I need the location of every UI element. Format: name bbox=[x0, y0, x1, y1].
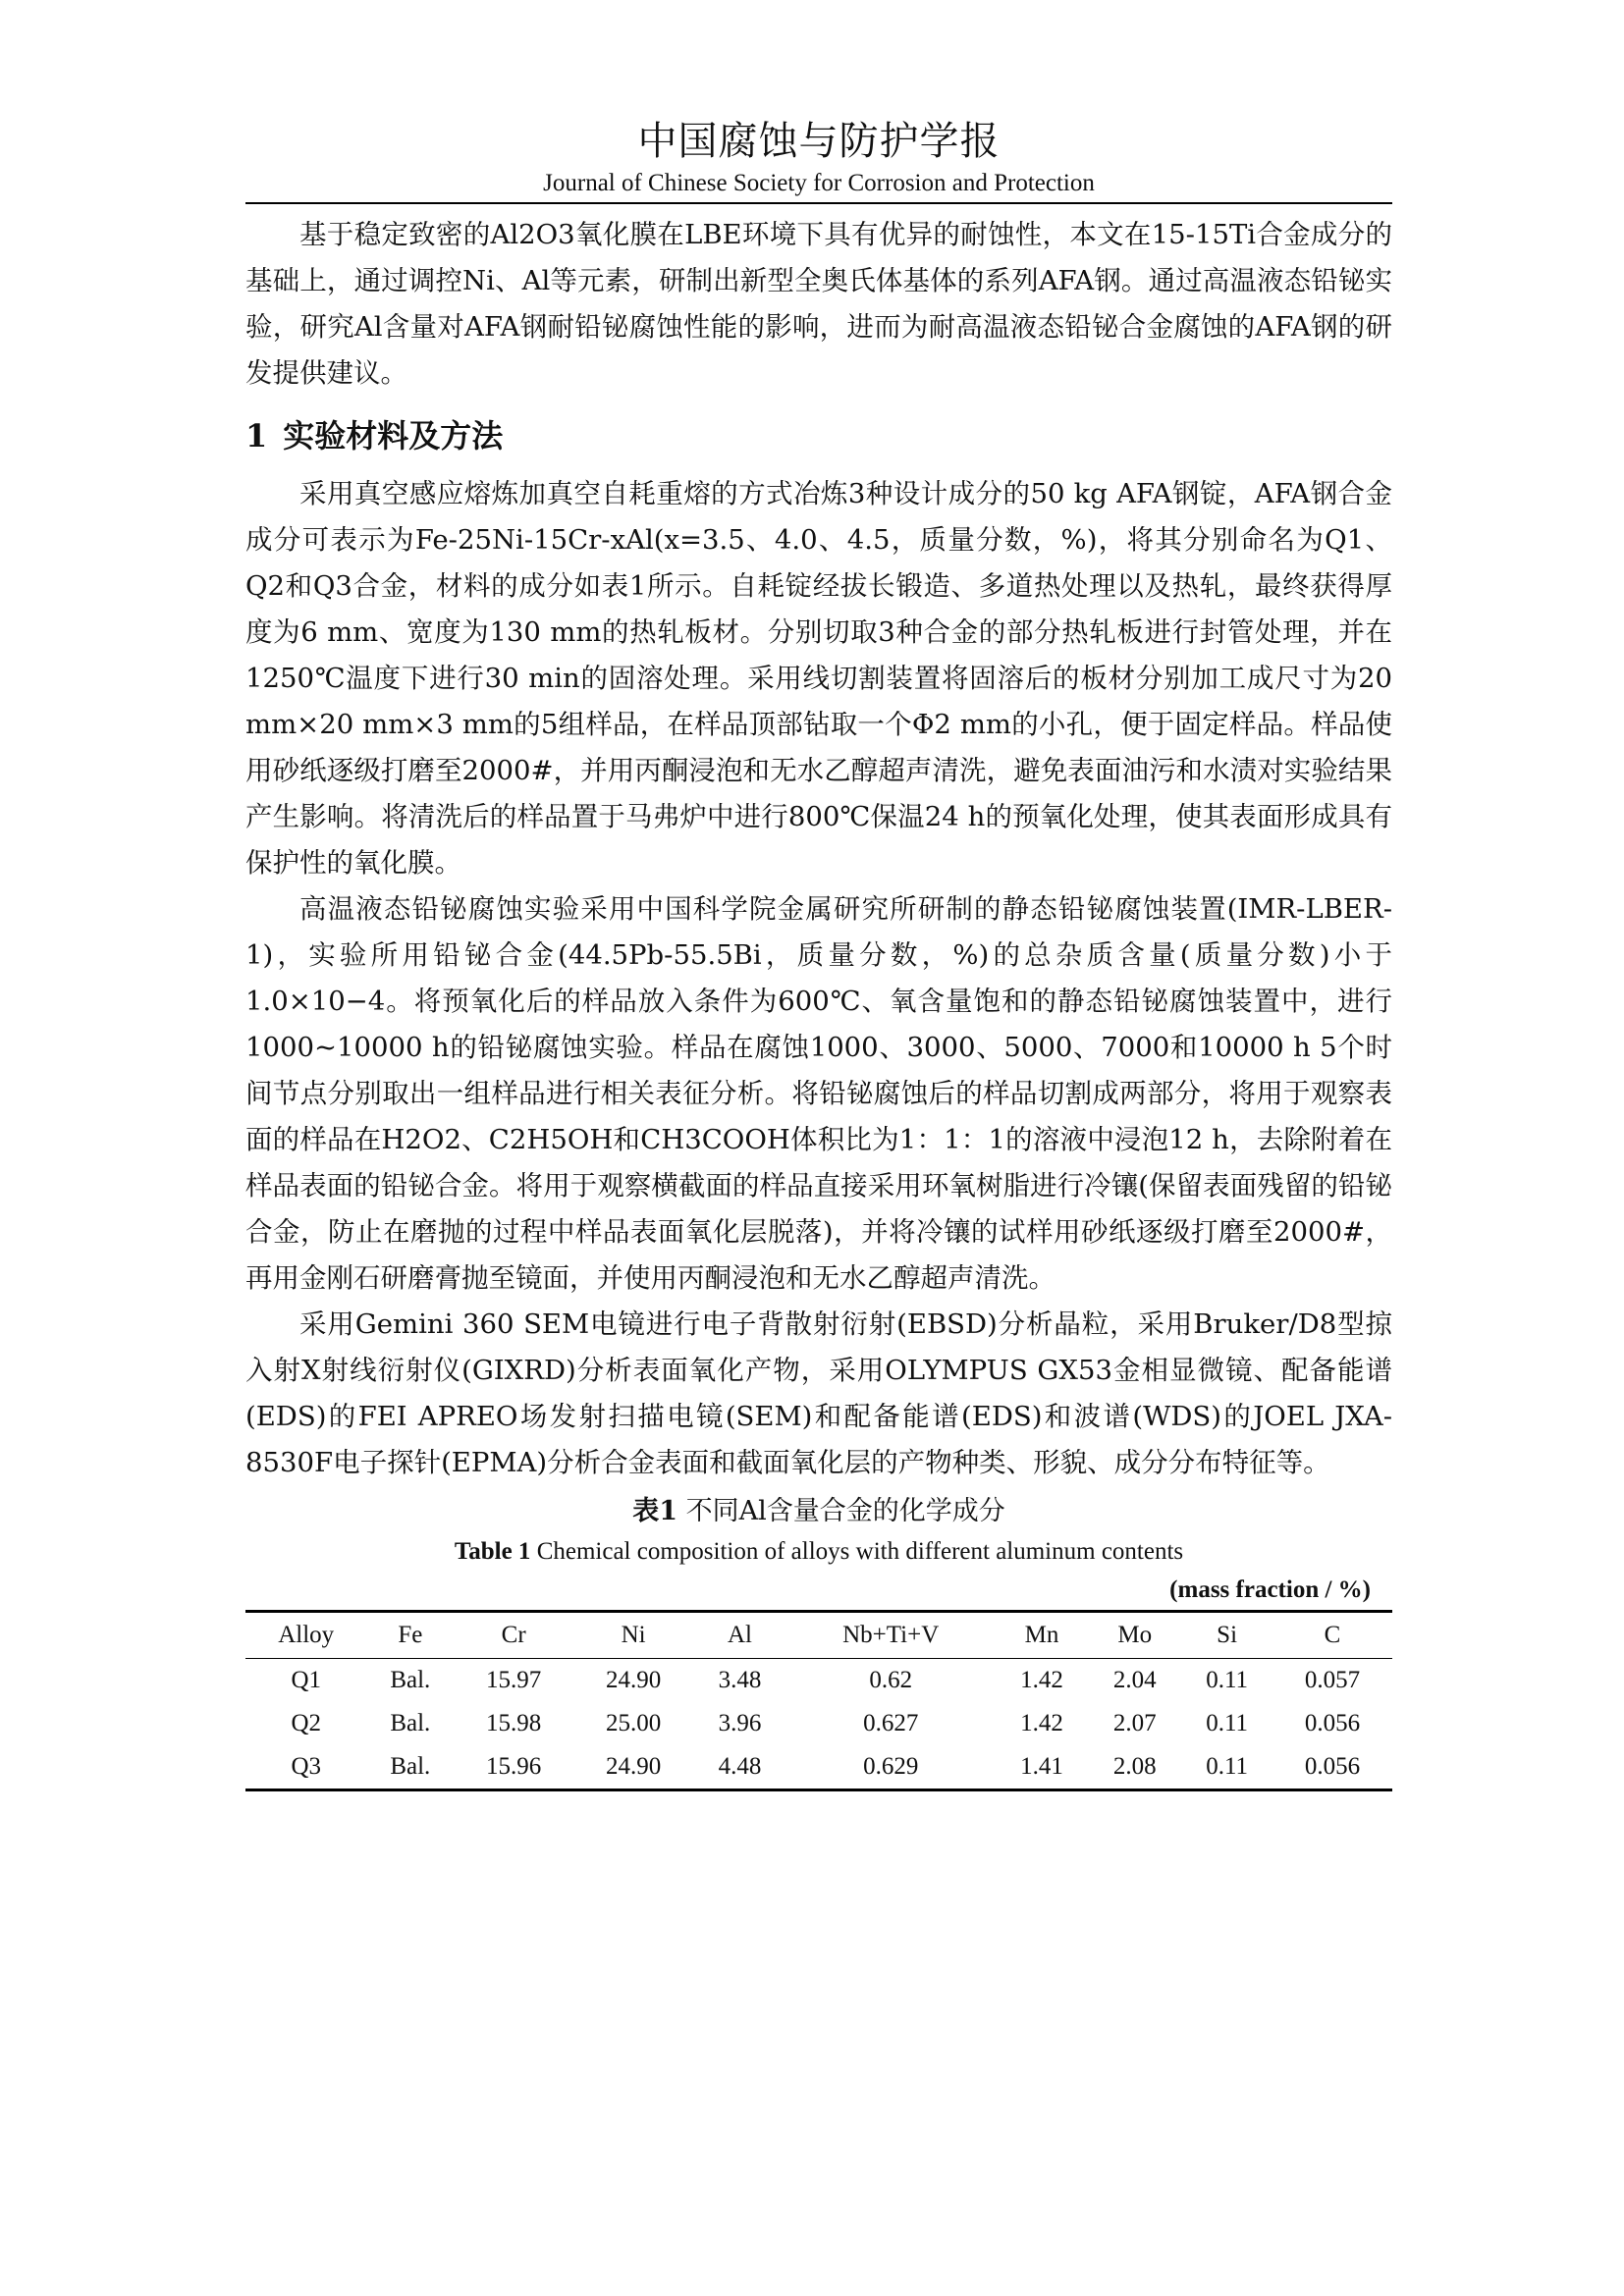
column-header: Cr bbox=[501, 1622, 526, 1648]
composition-table bbox=[245, 1610, 1392, 1791]
column-header: Fe bbox=[398, 1622, 423, 1648]
section-title: 实验材料及方法 bbox=[283, 417, 504, 454]
journal-title-zh: 中国腐蚀与防护学报 bbox=[637, 119, 1001, 164]
table-cell: 0.627 bbox=[863, 1710, 919, 1736]
table-cell: Q1 bbox=[291, 1667, 321, 1693]
table-cell: 0.11 bbox=[1206, 1710, 1249, 1736]
column-header: Ni bbox=[621, 1622, 646, 1648]
article-body bbox=[245, 212, 1392, 1791]
body-paragraph: 采用Gemini 360 SEM电镜进行电子背散射衍射(EBSD)分析晶粒，采用Bruker/D8型掠入射X射线衍射仪(GIXRD)分析表面氧化产物，采用OLYMPUS GX53金相显微镜、配备能谱(EDS)的FEI APREO场发射扫描电镜(SEM)和配备能谱(EDS)和波谱(WDS)的JOEL JXA-8530F电子探针(EPMA)分析合金表面和截面氧化层的产物种类、形貌、成分分布特征等。 bbox=[245, 1308, 1392, 1478]
table-cell: 2.08 bbox=[1112, 1753, 1157, 1780]
body-paragraph: 高温液态铅铋腐蚀实验采用中国科学院金属研究所研制的静态铅铋腐蚀装置(IMR-LBER-1)，实验所用铅铋合金(44.5Pb-55.5Bi，质量分数，%)的总杂质含量(质量分数)小于1.0×10−4。将预氧化后的样品放入条件为600℃、氧含量饱和的静态铅铋腐蚀装置中，进行1000~10000 h的铅铋腐蚀实验。样品在腐蚀1000、3000、5000、7000和10000 h 5个时间节点分别取出一组样品进行相关表征分析。将铅铋腐蚀后的样品切割成两部分，将用于观察表面的样品在H2O2、C2H5OH和CH3COOH体积比为1：1：1的溶液中浸泡12 h，去除附着在样品表面的铅铋合金。将用于观察横截面的样品直接采用环氧树脂进行冷镶(保留表面残留的铅铋合金，防止在磨抛的过程中样品表面氧化层脱落)，并将冷镶的试样用砂纸逐级打磨至2000#，再用金刚石研磨膏抛至镜面，并使用丙酮浸泡和无水乙醇超声清洗。 bbox=[245, 893, 1392, 1294]
table-header-row bbox=[245, 1612, 1392, 1659]
column-header: Si bbox=[1217, 1622, 1238, 1648]
table-caption-zh bbox=[245, 1490, 1392, 1533]
table-cell: 15.97 bbox=[486, 1667, 542, 1693]
table-cell: 15.98 bbox=[486, 1710, 542, 1736]
column-header: C bbox=[1324, 1622, 1341, 1648]
running-header bbox=[245, 116, 1392, 200]
table-cell: Bal. bbox=[390, 1710, 431, 1736]
table-cell: Q2 bbox=[291, 1710, 321, 1736]
header-rule bbox=[245, 202, 1392, 204]
table-cell: 0.11 bbox=[1206, 1667, 1249, 1693]
table-cell: 3.96 bbox=[718, 1710, 762, 1736]
body-paragraph: 采用真空感应熔炼加真空自耗重熔的方式冶炼3种设计成分的50 kg AFA钢锭，AFA钢合金成分可表示为Fe-25Ni-15Cr-xAl(x=3.5、4.0、4.5，质量分数，%)，将其分别命名为Q1、Q2和Q3合金，材料的成分如表1所示。自耗锭经拔长锻造、多道热处理以及热轧，最终获得厚度为6 mm、宽度为130 mm的热轧板材。分别切取3种合金的部分热轧板进行封管处理，并在1250℃温度下进行30 min的固溶处理。采用线切割装置将固溶后的板材分别加工成尺寸为20 mm×20 mm×3 mm的5组样品，在样品顶部钻取一个Φ2 mm的小孔，便于固定样品。样品使用砂纸逐级打磨至2000#，并用丙酮浸泡和无水乙醇超声清洗，避免表面油污和水渍对实验结果产生影响。将清洗后的样品置于马弗炉中进行800℃保温24 h的预氧化处理，使其表面形成具有保护性的氧化膜。 bbox=[245, 478, 1392, 879]
table-cell: 1.42 bbox=[1020, 1710, 1063, 1736]
section-heading bbox=[245, 408, 1392, 463]
table-cell: 0.629 bbox=[863, 1753, 919, 1780]
table-cell: 15.96 bbox=[486, 1753, 542, 1780]
table-cell: Bal. bbox=[390, 1667, 431, 1693]
table-caption-en-text: Chemical composition of alloys with different aluminum contents bbox=[536, 1538, 1184, 1565]
table-cell: 24.90 bbox=[605, 1667, 662, 1693]
table-cell: 0.62 bbox=[869, 1667, 913, 1693]
table-caption-en bbox=[245, 1533, 1392, 1571]
table-cell: 2.04 bbox=[1112, 1667, 1157, 1693]
table-cell: Bal. bbox=[390, 1753, 431, 1780]
column-header: Al bbox=[727, 1622, 752, 1648]
table-cell: 0.056 bbox=[1304, 1753, 1361, 1780]
table-cell: 3.48 bbox=[718, 1667, 762, 1693]
table-row bbox=[245, 1702, 1392, 1745]
table-cell: 4.48 bbox=[718, 1753, 762, 1780]
table-unit: (mass fraction / %) bbox=[1169, 1576, 1371, 1603]
intro-paragraph: 基于稳定致密的Al2O3氧化膜在LBE环境下具有优异的耐蚀性，本文在15-15Ti合金成分的基础上，通过调控Ni、Al等元素，研制出新型全奥氏体基体的系列AFA钢。通过高温液态铅铋实验，研究Al含量对AFA钢耐铅铋腐蚀性能的影响，进而为耐高温液态铅铋合金腐蚀的AFA钢的研发提供建议。 bbox=[245, 219, 1392, 389]
journal-title-en: Journal of Chinese Society for Corrosion and Protection bbox=[543, 170, 1095, 196]
table-caption-zh-text: 不同Al含量合金的化学成分 bbox=[685, 1496, 1005, 1526]
table-label-zh: 表1 bbox=[632, 1496, 678, 1526]
column-header: Mn bbox=[1024, 1622, 1059, 1648]
column-header: Mo bbox=[1117, 1622, 1153, 1648]
section-number: 1 bbox=[245, 417, 268, 454]
column-header: Nb+Ti+V bbox=[842, 1622, 940, 1648]
table-cell: 0.056 bbox=[1304, 1710, 1361, 1736]
table-row bbox=[245, 1745, 1392, 1790]
table-cell: 1.41 bbox=[1020, 1753, 1063, 1780]
table-cell: 25.00 bbox=[605, 1710, 662, 1736]
table-cell: 1.42 bbox=[1020, 1667, 1063, 1693]
table-cell: 2.07 bbox=[1112, 1710, 1157, 1736]
table-row bbox=[245, 1659, 1392, 1703]
table-cell: 0.11 bbox=[1206, 1753, 1249, 1780]
column-header: Alloy bbox=[278, 1622, 335, 1648]
table-cell: Q3 bbox=[291, 1753, 321, 1780]
table-cell: 0.057 bbox=[1304, 1667, 1361, 1693]
table-label-en: Table 1 bbox=[454, 1538, 531, 1565]
table-cell: 24.90 bbox=[605, 1753, 662, 1780]
